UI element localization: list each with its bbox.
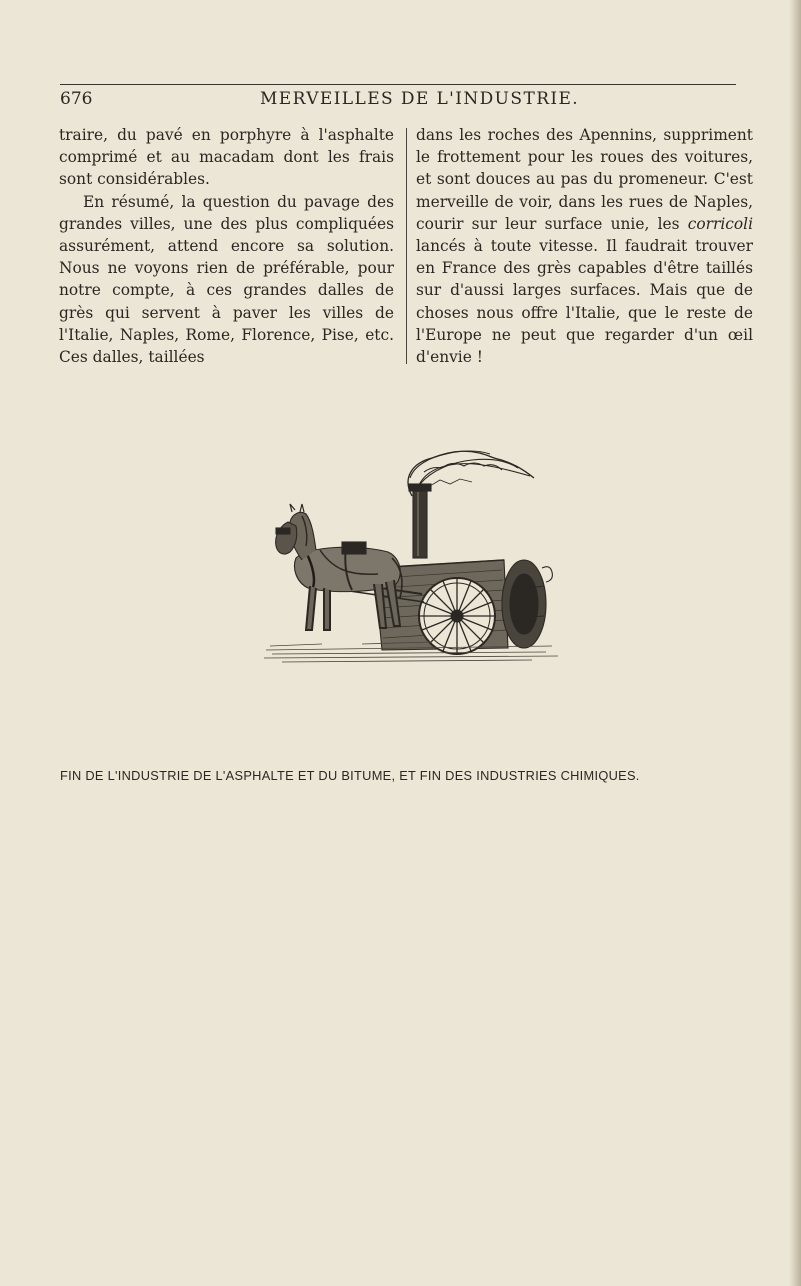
running-title: MERVEILLES DE L'INDUSTRIE. — [260, 89, 580, 109]
page-number: 676 — [60, 89, 93, 109]
right-paragraph — [416, 124, 753, 368]
running-head — [60, 87, 736, 115]
left-paragraph-2: En résumé, la question du pavage des grandes villes, une des plus compliquées assurément, attend encore sa solution. Nous ne voyons rien de préférable, pour notre compte, à ces grandes dalles de grès qui servent à paver les villes de l'Italie, Naples, Rome, Florence, Pise, etc. Ces dalles, taillées — [59, 192, 394, 367]
right-text-start: dans les roches des Apennins, suppriment le frottement pour les roues des voitures, et sont douces au pas du promeneur. C'est merveille de voir, dans les rues de Naples, courir sur leur surface unie, les — [416, 126, 753, 233]
left-paragraph-1: traire, du pavé en porphyre à l'asphalte comprimé et au macadam dont les frais sont considérables. — [59, 126, 394, 189]
italic-term: corricoli — [687, 214, 753, 233]
column-divider — [406, 128, 407, 364]
right-column — [416, 124, 753, 368]
engraving-illustration — [262, 418, 562, 668]
right-text-end: lancés à toute vitesse. Il faudrait trouver en France des grès capables d'être taillés sur d'aussi larges surfaces. Mais que de choses nous offre l'Italie, que le reste de l'Europe ne peut que regarder d'un œil d'envie ! — [416, 237, 753, 367]
header-rule — [60, 84, 736, 85]
page-edge — [789, 0, 801, 1286]
chapter-end-caption: FIN DE L'INDUSTRIE DE L'ASPHALTE ET DU BITUME, ET FIN DES INDUSTRIES CHIMIQUES. — [60, 768, 640, 783]
left-column — [59, 124, 394, 368]
